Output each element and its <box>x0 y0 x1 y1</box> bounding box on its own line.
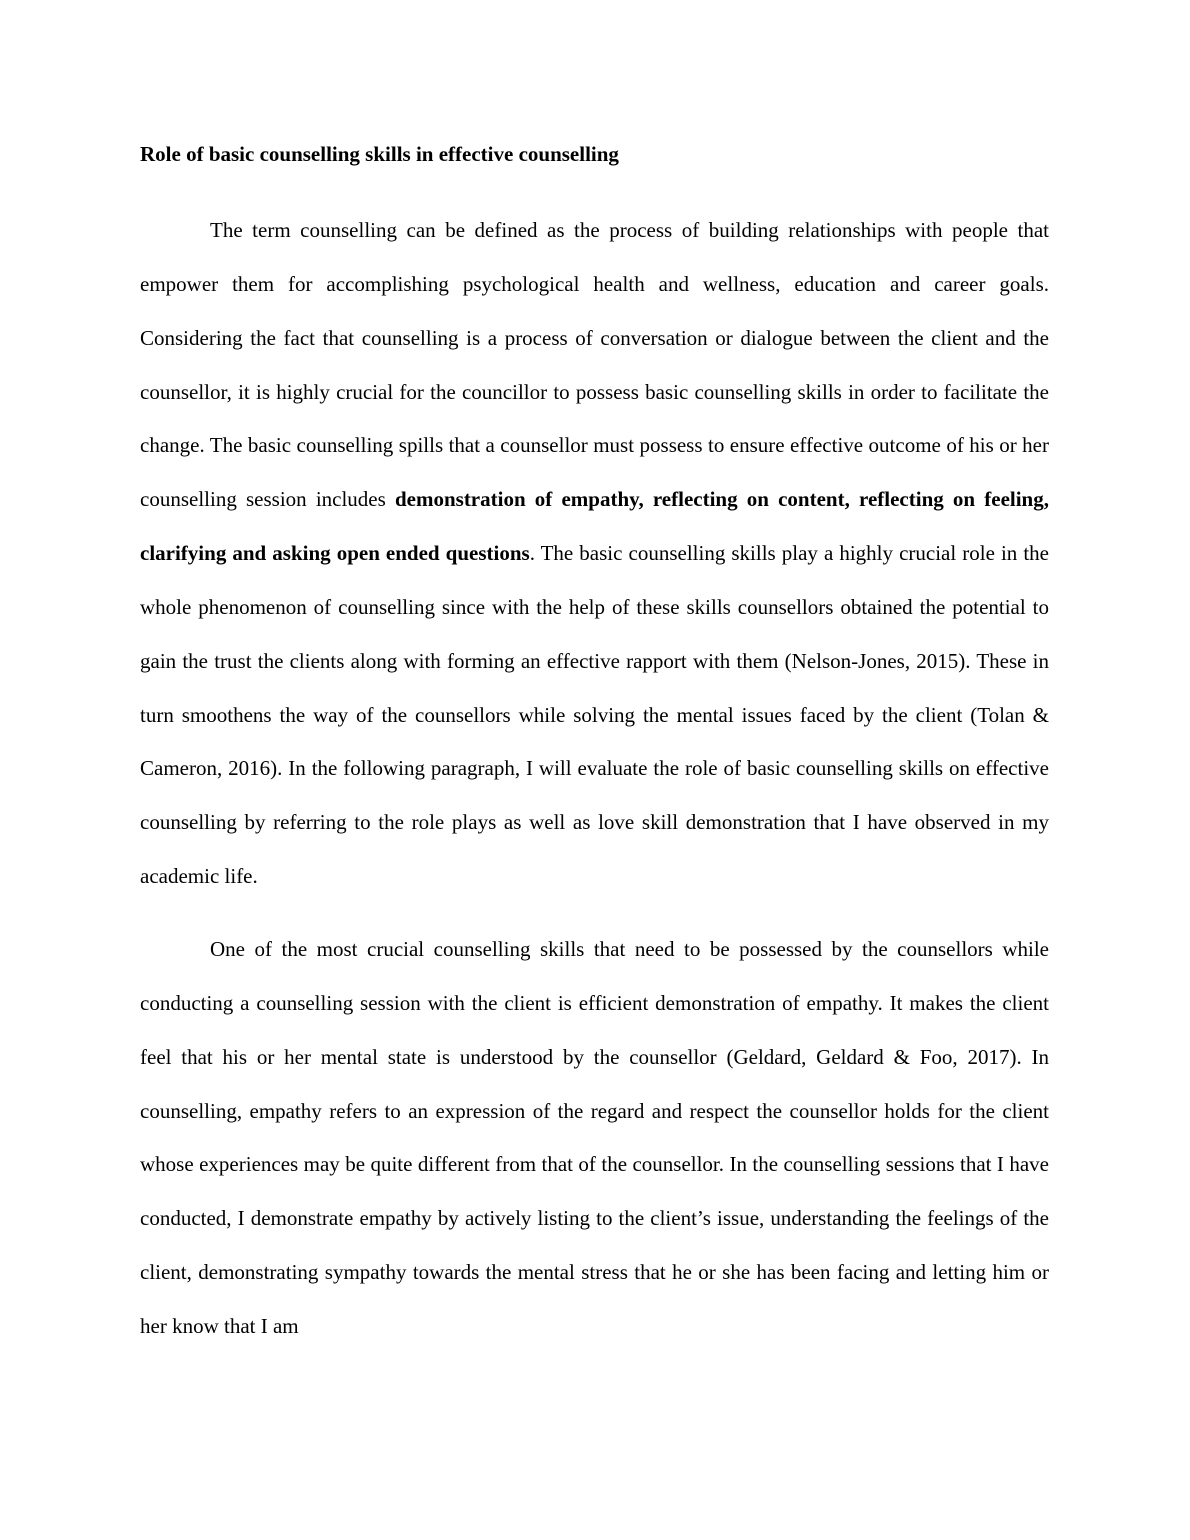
paragraph-1-text-start: The term counselling can be defined as the process of building relationships with people that empower them for accomplishing psychological health and wellness, education and career goals. Considering the fact that counselling is a process of conversation or dialogue between the client and the counsellor, it is highly crucial for the councillor to possess basic counselling skills in order to facilitate the change. The basic counselling spills that a counsellor must possess to ensure effective outcome of his or her counselling session includes <box>140 218 1049 512</box>
document-heading: Role of basic counselling skills in effective counselling <box>140 142 619 166</box>
paragraph-2: One of the most crucial counselling skills that need to be possessed by the counsellors while conducting a counselling session with the client is efficient demonstration of empathy. It makes the client feel that his or her mental state is understood by the counsellor (Geldard, Geldard & Foo, 2017). In counselling, empathy refers to an expression of the regard and respect the counsellor holds for the client whose experiences may be quite different from that of the counsellor. In the counselling sessions that I have conducted, I demonstrate empathy by actively listing to the client’s issue, understanding the feelings of the client, demonstrating sympathy towards the mental stress that he or she has been facing and letting him or her know that I am <box>140 936 1049 1338</box>
document-body <box>140 138 1049 1354</box>
paragraph-1-text-end: . The basic counselling skills play a highly crucial role in the whole phenomenon of counselling since with the help of these skills counsellors obtained the potential to gain the trust the clients along with forming an effective rapport with them (Nelson-Jones, 2015). These in turn smoothens the way of the counsellors while solving the mental issues faced by the client (Tolan & Cameron, 2016). In the following paragraph, I will evaluate the role of basic counselling skills on effective counselling by referring to the role plays as well as love skill demonstration that I have observed in my academic life. <box>140 541 1049 889</box>
paragraph-1 <box>140 204 1049 904</box>
paragraph-1-bold-skills: demonstration of empathy, reflecting on content, reflecting on feeling, clarifying and asking open ended questions <box>140 487 1049 566</box>
